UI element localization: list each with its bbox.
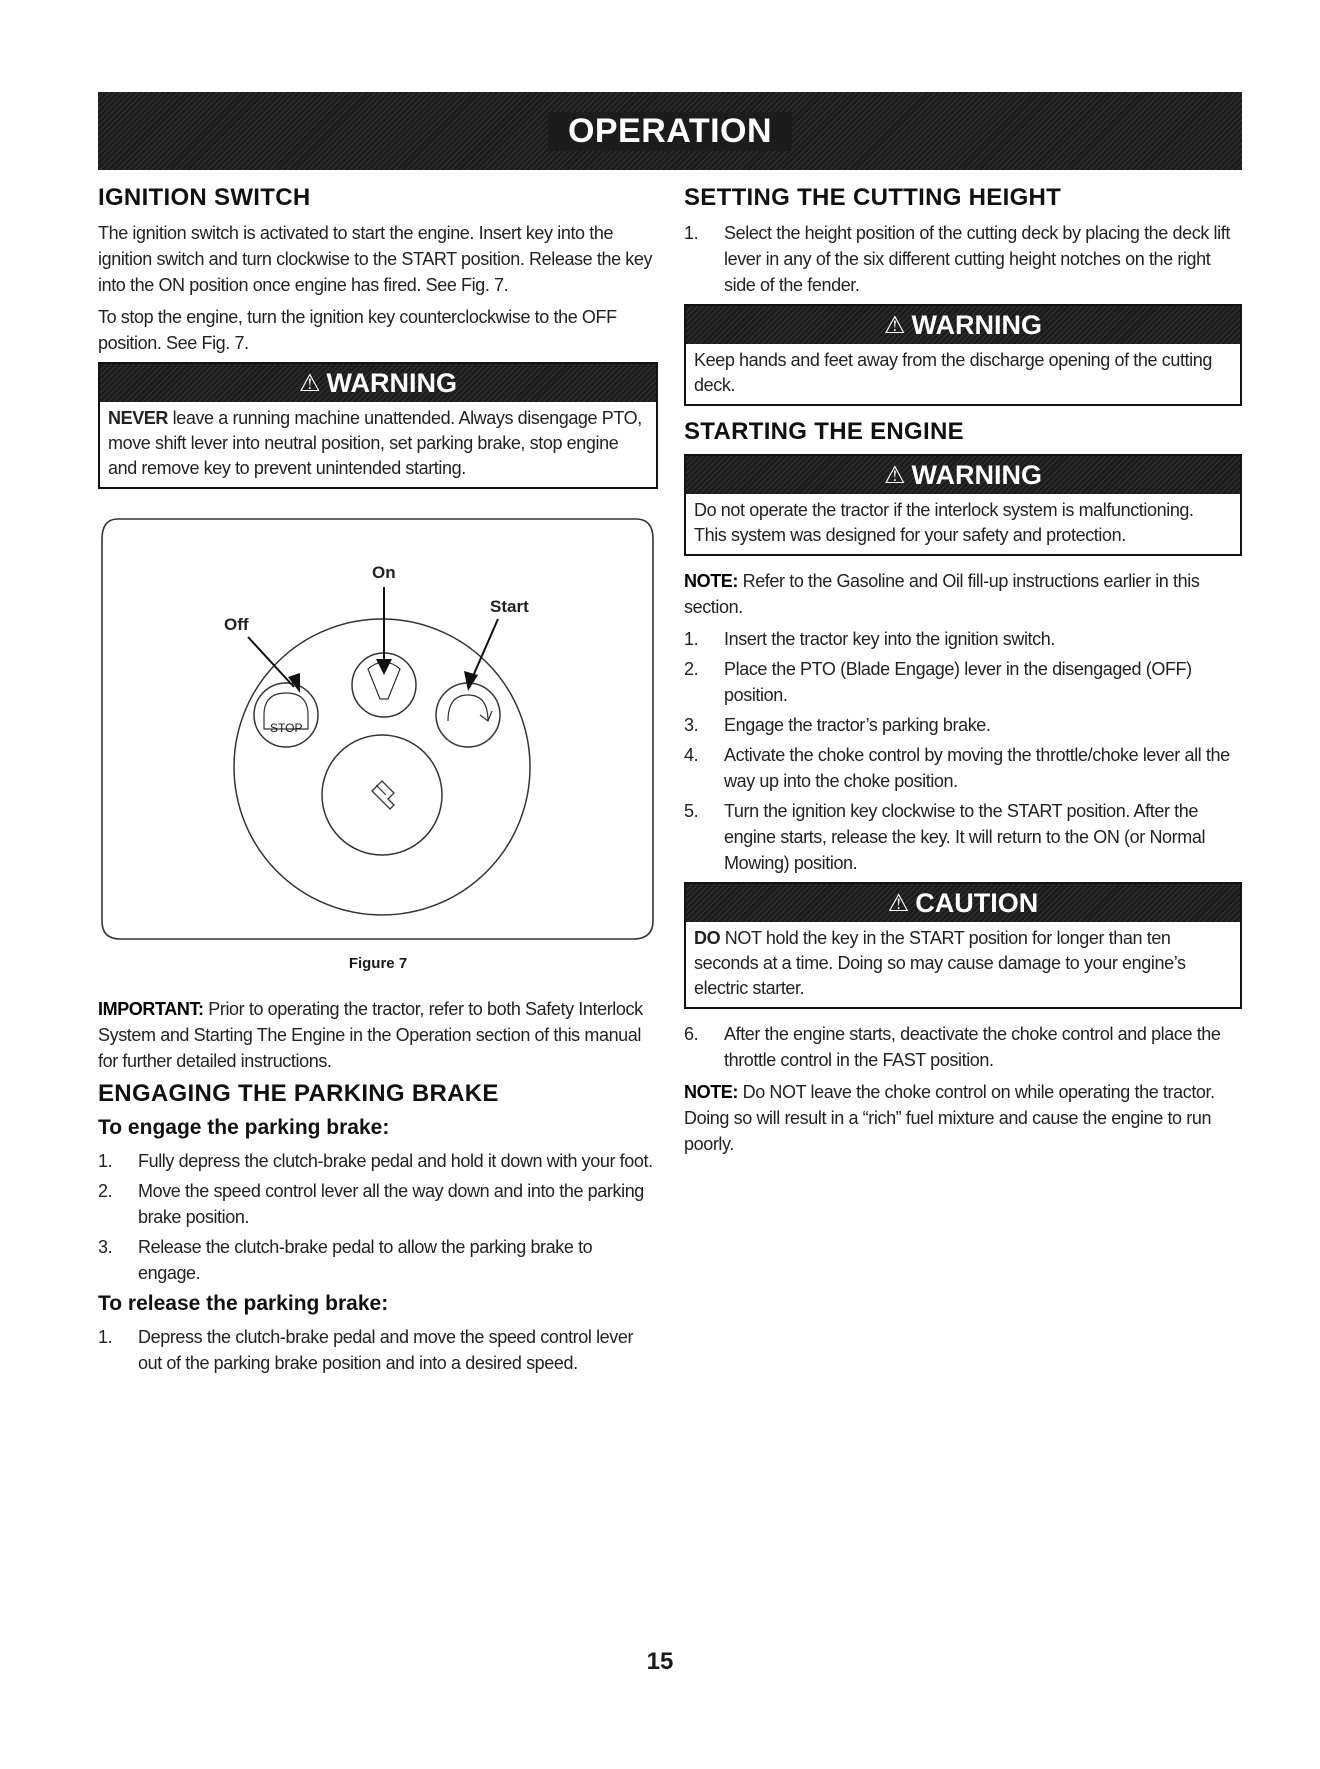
cutting-heading: SETTING THE CUTTING HEIGHT: [684, 184, 1062, 211]
important-text: Prior to operating the tractor, refer to both Safety Interlock System and Starting The Engine in the Operation section of this manual for further detailed instructions.: [98, 999, 643, 1071]
warning-header: [686, 306, 1240, 344]
caution-body: [686, 922, 1240, 1007]
label-on: On: [372, 563, 396, 582]
caution-emphasis: DO: [694, 928, 721, 948]
warning-header: [686, 456, 1240, 494]
engage-subheading: To engage the parking brake:: [98, 1116, 390, 1139]
starting-steps-list-continued: [684, 1021, 1242, 1073]
label-off: Off: [224, 615, 249, 634]
caution-header: [686, 884, 1240, 922]
list-item: 4. Activate the choke control by moving the throttle/choke lever all the way up into the choke position.: [684, 745, 1230, 791]
warning-triangle-icon: ⚠: [298, 369, 321, 397]
note-label: NOTE:: [684, 1082, 738, 1102]
banner-title: OPERATION: [548, 112, 792, 151]
warning-header: [100, 364, 656, 402]
section-banner: [98, 92, 1242, 170]
warning-emphasis: NEVER: [108, 408, 169, 428]
warning-title: WARNING: [326, 367, 457, 398]
starting-caution-box: [684, 882, 1242, 1009]
warning-body: Keep hands and feet away from the discharge opening of the cutting deck.: [694, 350, 1212, 395]
ignition-warning-box: [98, 362, 658, 489]
warning-triangle-icon: ⚠: [883, 461, 906, 489]
ignition-switch-figure: [98, 509, 656, 949]
caution-triangle-icon: ⚠: [887, 889, 910, 917]
note-text: Do NOT leave the choke control on while operating the tractor. Doing so will result in a “rich” fuel mixture and cause the engine to run poorly.: [684, 1082, 1215, 1154]
warning-text: leave a running machine unattended. Always disengage PTO, move shift lever into neutral position, set parking brake, stop engine and remove key to prevent unintended starting.: [108, 408, 642, 478]
important-note: [98, 996, 658, 1074]
cutting-warning-box: [684, 304, 1242, 406]
note-text: Refer to the Gasoline and Oil fill-up instructions earlier in this section.: [684, 571, 1200, 617]
label-start: Start: [490, 597, 529, 616]
warning-title: WARNING: [911, 309, 1042, 340]
list-item: 1. Select the height position of the cutting deck by placing the deck lift lever in any of the six different cutting height notches on the right side of the fender.: [684, 223, 1230, 295]
stop-icon-label: STOP: [270, 721, 303, 735]
note-label: NOTE:: [684, 571, 738, 591]
starting-steps-list: [684, 626, 1242, 876]
warning-title: WARNING: [911, 459, 1042, 490]
engage-steps-list: [98, 1148, 658, 1286]
caution-title: CAUTION: [915, 887, 1039, 918]
note-gasoline: [684, 568, 1242, 620]
list-item: 1. Fully depress the clutch-brake pedal and hold it down with your foot.: [98, 1151, 653, 1171]
release-subheading: To release the parking brake:: [98, 1292, 389, 1315]
ignition-heading: IGNITION SWITCH: [98, 184, 311, 211]
warning-body: Do not operate the tractor if the interlock system is malfunctioning. This system was designed for your safety and protection.: [694, 500, 1194, 545]
release-steps-list: [98, 1324, 658, 1376]
note-choke: [684, 1079, 1242, 1157]
important-label: IMPORTANT:: [98, 999, 204, 1019]
list-item: 1. Insert the tractor key into the ignition switch.: [684, 629, 1055, 649]
list-item: 1. Depress the clutch-brake pedal and move the speed control lever out of the parking brake position and into a desired speed.: [98, 1327, 634, 1373]
starting-heading: STARTING THE ENGINE: [684, 418, 964, 445]
list-item: 2. Place the PTO (Blade Engage) lever in the disengaged (OFF) position.: [684, 659, 1192, 705]
figure-caption: Figure 7: [348, 955, 408, 972]
starting-warning-box: [684, 454, 1242, 556]
page-number: 15: [646, 1648, 674, 1675]
right-column: [684, 184, 1242, 1163]
warning-body: [100, 402, 656, 487]
list-item: 3. Release the clutch-brake pedal to allow the parking brake to engage.: [98, 1237, 593, 1283]
ignition-paragraph-1: The ignition switch is activated to start the engine. Insert key into the ignition switch and turn clockwise to the START position. Release the key into the ON position once engine has fired. See Fig. 7.: [98, 223, 653, 295]
list-item: 3. Engage the tractor’s parking brake.: [684, 715, 991, 735]
list-item: 2. Move the speed control lever all the way down and into the parking brake position.: [98, 1181, 644, 1227]
list-item: 5. Turn the ignition key clockwise to the START position. After the engine starts, release the key. It will return to the ON (or Normal Mowing) position.: [684, 801, 1206, 873]
list-item: 6. After the engine starts, deactivate the choke control and place the throttle control in the FAST position.: [684, 1024, 1221, 1070]
left-column: [98, 184, 658, 1382]
cutting-steps-list: [684, 220, 1242, 298]
ignition-paragraph-2: To stop the engine, turn the ignition key counterclockwise to the OFF position. See Fig. 7.: [98, 307, 617, 353]
caution-text: NOT hold the key in the START position for longer than ten seconds at a time. Doing so may cause damage to your engine’s electric starter.: [694, 928, 1186, 998]
parking-heading: ENGAGING THE PARKING BRAKE: [98, 1080, 499, 1107]
warning-triangle-icon: ⚠: [883, 311, 906, 339]
